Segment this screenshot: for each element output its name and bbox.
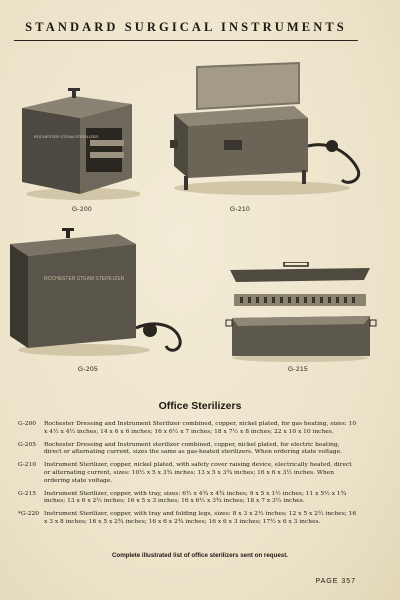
list-item [18,442,358,458]
page-number: PAGE 357 [315,578,356,585]
figure-caption: G-210 [229,206,251,213]
figure-g200 [14,86,140,204]
page-header: STANDARD SURGICAL INSTRUMENTS [25,20,347,34]
figure-g205 [6,228,192,358]
item-description: Instrument Sterilizer, copper, with tray and folding legs, sizes: 8 x 3 x 2½ inches; 12 x 5 x 2½ inches; 16 x 3 x 8 inches; 16 x 5 x 2¾ inches; 16 x 6 x 2¾ inches; 16 x 6 x 3 inches; 17½ x 6 x 3 inches. [44,511,357,525]
item-list [18,421,358,532]
figure-g215 [224,262,378,362]
item-code: G-210 [18,462,37,469]
item-code: *G-220 [18,511,39,518]
section-title: Office Sterilizers [158,400,242,412]
figure-caption: G-215 [287,366,309,373]
item-description: Rochester Dressing and Instrument Sterilizer combined, copper, nickel plated, for gas heating, sizes: 10 x 4½ x 4½ inches; 14 x 6 x 6 inches; 16 x 6½ x 7 inches; 18 x 7½ x 8 inches; 22 x 10 x 10 inches. [44,421,357,435]
item-description: Instrument Sterilizer, copper, with tray, sizes: 6½ x 4¾ x 4¾ inches; 9 x 5 x 1½ inches; 11 x 5½ x 1¾ inches; 13 x 6 x 2½ inches; 16 x 5 x 3 inches; 16 x 6½ x 3¾ inches; 18 x 7 x 3½ inches. [44,490,347,505]
item-code: G-215 [18,490,37,497]
plate-text: ROCHESTER STEAM STERILIZER [34,134,99,139]
plate-text: ROCHESTER STEAM STERILIZER [44,276,125,282]
list-item [18,491,358,507]
footnote: Complete illustrated list of office sterilizers sent on request. [111,552,289,559]
figure-caption: G-205 [77,366,99,373]
item-code: G-200 [18,421,37,427]
list-item [18,511,358,527]
figure-caption: G-200 [71,206,93,213]
list-item [18,462,358,485]
list-item [18,421,358,437]
item-code: G-205 [18,441,37,448]
item-description: Instrument Sterilizer, copper, nickel plated, with safety cover raising device, electrically heated, direct or alternating current, sizes: 10½ x 5 x 3¾ inches; 13 x 5 x 3¾ inches; 16 x 6 x 3½ inches. When ordering state voltage. [44,462,352,484]
figure-g210 [162,60,382,200]
item-description: Rochester Dressing and Instrument sterilizer combined, copper, nickel plated, for electric heating, direct or alternating current, sizes the same as gas-heated sterilizers. When ordering state voltage. [44,441,342,456]
header-rule [14,40,358,41]
